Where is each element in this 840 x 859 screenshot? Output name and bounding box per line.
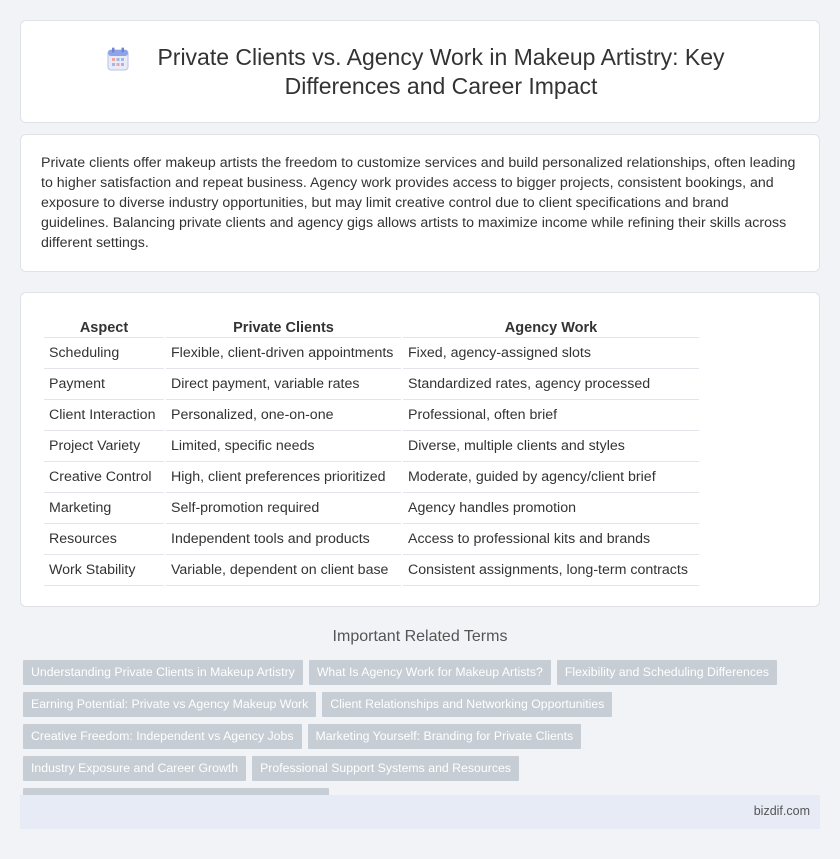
related-term-link[interactable]: Creative Freedom: Independent vs Agency Jobs [23, 724, 302, 749]
agency-cell: Consistent assignments, long-term contracts [403, 555, 699, 586]
header-card [20, 20, 820, 123]
page-title: Private Clients vs. Agency Work in Makeup Artistry: Key Differences and Career Impact [157, 43, 725, 99]
header-agency-work: Agency Work [403, 316, 699, 338]
agency-cell: Moderate, guided by agency/client brief [403, 462, 699, 493]
table-header-row [44, 316, 699, 338]
table-row [44, 462, 699, 493]
private-cell: Variable, dependent on client base [166, 555, 401, 586]
agency-cell: Agency handles promotion [403, 493, 699, 524]
private-cell: High, client preferences prioritized [166, 462, 401, 493]
aspect-cell: Project Variety [44, 431, 164, 462]
comparison-table [42, 316, 701, 586]
intro-card [20, 134, 820, 272]
table-row [44, 493, 699, 524]
private-cell: Limited, specific needs [166, 431, 401, 462]
table-row [44, 369, 699, 400]
header-aspect: Aspect [44, 316, 164, 338]
agency-cell: Access to professional kits and brands [403, 524, 699, 555]
site-name[interactable]: bizdif.com [753, 804, 810, 818]
related-term-link[interactable]: Earning Potential: Private vs Agency Makeup Work [23, 692, 316, 717]
private-cell: Independent tools and products [166, 524, 401, 555]
private-cell: Direct payment, variable rates [166, 369, 401, 400]
related-term-link[interactable]: Industry Exposure and Career Growth [23, 756, 246, 781]
related-term-link[interactable]: What Is Agency Work for Makeup Artists? [309, 660, 551, 685]
aspect-cell: Payment [44, 369, 164, 400]
table-row [44, 338, 699, 369]
aspect-cell: Client Interaction [44, 400, 164, 431]
footer [20, 795, 820, 829]
private-cell: Self-promotion required [166, 493, 401, 524]
comparison-card [20, 292, 820, 607]
private-cell: Flexible, client-driven appointments [166, 338, 401, 369]
related-term-link[interactable]: Understanding Private Clients in Makeup Artistry [23, 660, 303, 685]
aspect-cell: Work Stability [44, 555, 164, 586]
related-term-link[interactable]: Flexibility and Scheduling Differences [557, 660, 777, 685]
related-terms-title: Important Related Terms [332, 628, 508, 645]
table-row [44, 431, 699, 462]
agency-cell: Fixed, agency-assigned slots [403, 338, 699, 369]
header-private-clients: Private Clients [166, 316, 401, 338]
related-term-link[interactable]: Client Relationships and Networking Opportunities [322, 692, 612, 717]
aspect-cell: Resources [44, 524, 164, 555]
table-row [44, 400, 699, 431]
table-row [44, 555, 699, 586]
agency-cell: Diverse, multiple clients and styles [403, 431, 699, 462]
aspect-cell: Creative Control [44, 462, 164, 493]
related-term-link[interactable]: Marketing Yourself: Branding for Private Clients [308, 724, 582, 749]
aspect-cell: Scheduling [44, 338, 164, 369]
aspect-cell: Marketing [44, 493, 164, 524]
intro-paragraph: Private clients offer makeup artists the freedom to customize services and build personalized relationships, often leading to higher satisfaction and repeat business. Agency work provides access to bigger projects, consistent bookings, and exposure to diverse industry opportunities, but may limit creative control due to client specifications and brand guidelines. Balancing private clients and agency gigs allows artists to maximize income while refining their skills across different settings. [41, 155, 796, 251]
related-term-link[interactable]: Professional Support Systems and Resources [252, 756, 519, 781]
agency-cell: Professional, often brief [403, 400, 699, 431]
agency-cell: Standardized rates, agency processed [403, 369, 699, 400]
private-cell: Personalized, one-on-one [166, 400, 401, 431]
table-row [44, 524, 699, 555]
